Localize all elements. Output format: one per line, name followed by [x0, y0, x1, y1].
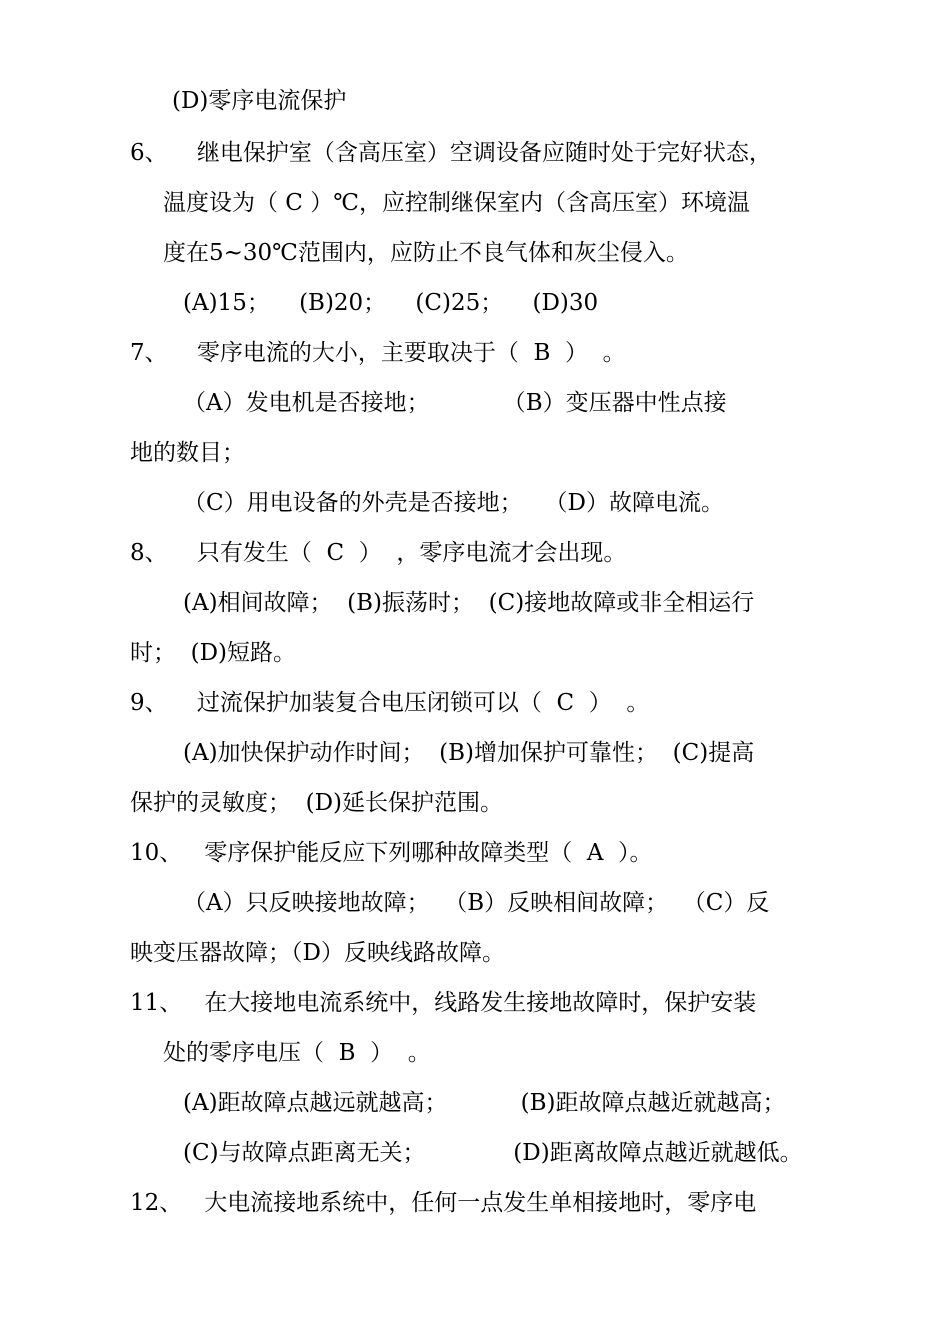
options-line: (A)相间故障； (B)振荡时； (C)接地故障或非全相运行	[183, 590, 755, 616]
question-line: 7、 零序电流的大小，主要取决于（ B ） 。	[130, 340, 626, 366]
question-line: 6、 继电保护室（含高压室）空调设备应随时处于完好状态，	[130, 140, 772, 166]
text-line: 处的零序电压（ B ） 。	[163, 1040, 431, 1066]
question-line: 12、 大电流接地系统中，任何一点发生单相接地时，零序电	[130, 1190, 757, 1216]
question-line: 8、 只有发生（ C ） ，零序电流才会出现。	[130, 540, 627, 566]
options-line: (A)加快保护动作时间； (B)增加保护可靠性； (C)提高	[183, 740, 755, 766]
text-line: 映变压器故障；（D）反映线路故障。	[130, 940, 505, 966]
text-line: 地的数目；	[130, 440, 245, 466]
text-line: 度在5~30℃范围内，应防止不良气体和灰尘侵入。	[163, 240, 689, 266]
text-line: 保护的灵敏度； (D)延长保护范围。	[130, 790, 504, 816]
options-line: (C)与故障点距离无关； (D)距离故障点越近就越低。	[183, 1140, 803, 1166]
question-line: 11、 在大接地电流系统中，线路发生接地故障时，保护安装	[130, 990, 757, 1016]
text-line: 温度设为（ C ）℃，应控制继保室内（含高压室）环境温	[163, 190, 750, 216]
options-line: （C）用电设备的外壳是否接地； （D）故障电流。	[183, 490, 724, 516]
options-line: （A）只反映接地故障； （B）反映相间故障； （C）反	[183, 890, 770, 916]
text-line: (D)零序电流保护	[172, 88, 347, 114]
options-line: （A）发电机是否接地； （B）变压器中性点接	[183, 390, 727, 416]
question-line: 10、 零序保护能反应下列哪种故障类型（ A ）。	[130, 840, 653, 866]
question-line: 9、 过流保护加装复合电压闭锁可以（ C ） 。	[130, 690, 650, 716]
options-line: (A)15； (B)20； (C)25； (D)30	[183, 290, 599, 316]
text-line: 时； (D)短路。	[130, 640, 297, 666]
options-line: (A)距故障点越远就越高； (B)距故障点越近就越高；	[183, 1090, 786, 1116]
